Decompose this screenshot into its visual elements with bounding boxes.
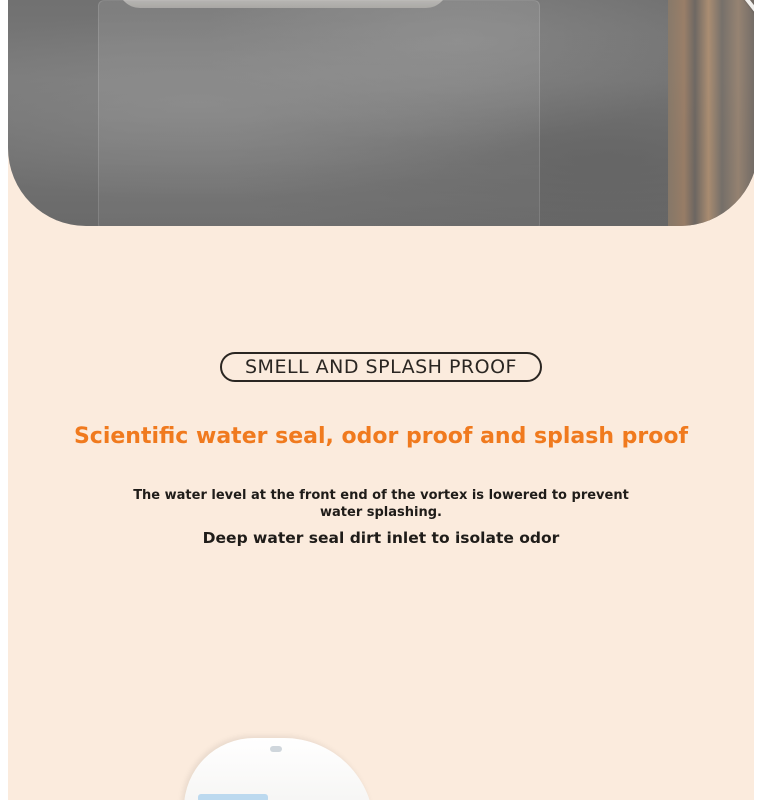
product-detail-canvas xyxy=(8,0,754,800)
feature-subheadline: Deep water seal dirt inlet to isolate odor xyxy=(202,529,560,547)
feature-headline: Scientific water seal, odor proof and splash proof xyxy=(73,424,689,449)
feature-description: The water level at the front end of the vortex is lowered to prevent water splashing. xyxy=(133,488,629,520)
glass-sheen xyxy=(98,0,540,226)
feature-badge: SMELL AND SPLASH PROOF xyxy=(220,352,542,382)
product-window xyxy=(198,794,268,800)
stone-surface-photo xyxy=(8,0,754,226)
product-knob xyxy=(270,746,282,752)
wood-panel xyxy=(668,0,754,226)
product-image xyxy=(184,738,374,800)
